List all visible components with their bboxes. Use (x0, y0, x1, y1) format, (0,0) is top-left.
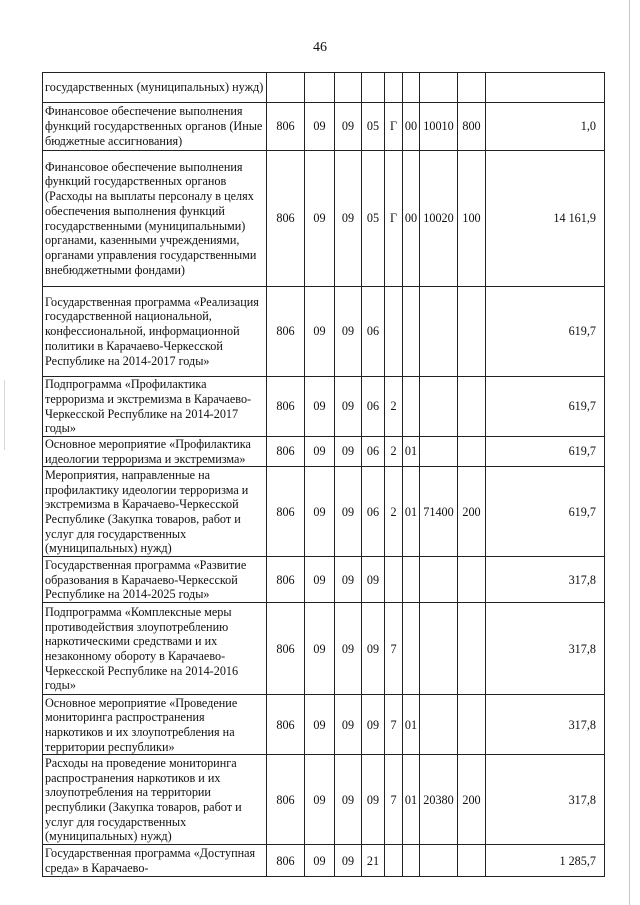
event-cell: 01 (403, 695, 420, 755)
table-row (43, 845, 605, 877)
direction-cell (420, 845, 458, 877)
event-cell: 01 (403, 755, 420, 845)
event-cell: 01 (403, 467, 420, 557)
table-row (43, 755, 605, 845)
program-cell: 05 (362, 151, 385, 287)
description-cell: Подпрограмма «Профилактика терроризма и экстремизма в Карачаево-Черкесской Республике на 2014-2017 годы» (43, 377, 267, 437)
amount-cell: 619,7 (486, 437, 605, 467)
amount-cell: 619,7 (486, 287, 605, 377)
subsection-cell: 09 (335, 437, 362, 467)
subprogram-cell: 2 (385, 467, 403, 557)
event-cell (403, 603, 420, 695)
subprogram-cell: 2 (385, 377, 403, 437)
subsection-cell: 09 (335, 845, 362, 877)
description-cell: Расходы на проведение мониторинга распространения наркотиков и их злоупотребления на территории республики (Закупка товаров, работ и услуг для государственных (муниципальных) нужд) (43, 755, 267, 845)
admin-code-cell: 806 (267, 603, 305, 695)
subprogram-cell (385, 557, 403, 603)
expense-type-cell (458, 377, 486, 437)
section-cell: 09 (305, 103, 335, 151)
section-cell: 09 (305, 755, 335, 845)
event-cell: 00 (403, 151, 420, 287)
expense-type-cell (458, 695, 486, 755)
subsection-cell: 09 (335, 755, 362, 845)
amount-cell: 14 161,9 (486, 151, 605, 287)
description-cell: Основное мероприятие «Профилактика идеологии терроризма и экстремизма» (43, 437, 267, 467)
event-cell (403, 557, 420, 603)
event-cell (403, 287, 420, 377)
amount-cell: 317,8 (486, 695, 605, 755)
subprogram-cell (385, 73, 403, 103)
subprogram-cell: Г (385, 151, 403, 287)
direction-cell (420, 73, 458, 103)
subsection-cell: 09 (335, 467, 362, 557)
direction-cell: 10010 (420, 103, 458, 151)
section-cell: 09 (305, 151, 335, 287)
program-cell: 09 (362, 755, 385, 845)
table-row (43, 287, 605, 377)
expense-type-cell: 800 (458, 103, 486, 151)
subprogram-cell: 7 (385, 695, 403, 755)
direction-cell (420, 603, 458, 695)
table-body (43, 73, 605, 877)
direction-cell (420, 287, 458, 377)
amount-cell: 1,0 (486, 103, 605, 151)
section-cell: 09 (305, 467, 335, 557)
direction-cell (420, 695, 458, 755)
admin-code-cell: 806 (267, 695, 305, 755)
admin-code-cell (267, 73, 305, 103)
section-cell: 09 (305, 437, 335, 467)
subprogram-cell: 2 (385, 437, 403, 467)
subsection-cell: 09 (335, 603, 362, 695)
expense-type-cell (458, 603, 486, 695)
event-cell: 01 (403, 437, 420, 467)
direction-cell (420, 377, 458, 437)
page-number: 46 (313, 40, 327, 55)
description-cell: Государственная программа «Доступная среда» в Карачаево- (43, 845, 267, 877)
subsection-cell: 09 (335, 695, 362, 755)
subprogram-cell (385, 287, 403, 377)
program-cell: 06 (362, 287, 385, 377)
amount-cell: 619,7 (486, 377, 605, 437)
description-cell: Подпрограмма «Комплексные меры противодействия злоупотреблению наркотическими средствами и их незаконному обороту в Карачаево-Черкесской Республике на 2014-2016 годы» (43, 603, 267, 695)
subsection-cell: 09 (335, 287, 362, 377)
section-cell: 09 (305, 695, 335, 755)
description-cell: Финансовое обеспечение выполнения функций государственных органов (Иные бюджетные ассигнования) (43, 103, 267, 151)
subsection-cell (335, 73, 362, 103)
table-row (43, 73, 605, 103)
expense-type-cell: 100 (458, 151, 486, 287)
subsection-cell: 09 (335, 557, 362, 603)
scan-edge (629, 0, 630, 905)
program-cell: 09 (362, 695, 385, 755)
direction-cell: 20380 (420, 755, 458, 845)
program-cell (362, 73, 385, 103)
amount-cell: 317,8 (486, 603, 605, 695)
description-cell: государственных (муниципальных) нужд) (43, 73, 267, 103)
event-cell (403, 845, 420, 877)
amount-cell: 317,8 (486, 755, 605, 845)
description-cell: Основное мероприятие «Проведение мониторинга распространения наркотиков и их злоупотребления на территории республики» (43, 695, 267, 755)
section-cell: 09 (305, 377, 335, 437)
table-row (43, 151, 605, 287)
program-cell: 06 (362, 467, 385, 557)
amount-cell: 317,8 (486, 557, 605, 603)
section-cell: 09 (305, 287, 335, 377)
admin-code-cell: 806 (267, 467, 305, 557)
expense-type-cell (458, 73, 486, 103)
program-cell: 06 (362, 377, 385, 437)
description-cell: Мероприятия, направленные на профилактику идеологии терроризма и экстремизма в Карачаево-Черкесской Республике (Закупка товаров, работ и услуг для государственных (муниципальных) нужд) (43, 467, 267, 557)
section-cell: 09 (305, 845, 335, 877)
direction-cell (420, 437, 458, 467)
subsection-cell: 09 (335, 103, 362, 151)
admin-code-cell: 806 (267, 287, 305, 377)
program-cell: 05 (362, 103, 385, 151)
table-row (43, 695, 605, 755)
amount-cell (486, 73, 605, 103)
expense-type-cell: 200 (458, 467, 486, 557)
event-cell (403, 73, 420, 103)
admin-code-cell: 806 (267, 557, 305, 603)
event-cell (403, 377, 420, 437)
description-cell: Государственная программа «Развитие образования в Карачаево-Черкесской Республике на 2014-2025 годы» (43, 557, 267, 603)
description-cell: Финансовое обеспечение выполнения функций государственных органов (Расходы на выплаты персоналу в целях обеспечения выполнения функций государственными (муниципальными) органами, казенными учреждениями, органами управления государственными внебюджетными фондами) (43, 151, 267, 287)
subprogram-cell (385, 845, 403, 877)
amount-cell: 619,7 (486, 467, 605, 557)
table-row (43, 377, 605, 437)
direction-cell: 71400 (420, 467, 458, 557)
table-row (43, 103, 605, 151)
direction-cell: 10020 (420, 151, 458, 287)
direction-cell (420, 557, 458, 603)
event-cell: 00 (403, 103, 420, 151)
subprogram-cell: Г (385, 103, 403, 151)
admin-code-cell: 806 (267, 845, 305, 877)
section-cell: 09 (305, 557, 335, 603)
subprogram-cell: 7 (385, 603, 403, 695)
table-row (43, 557, 605, 603)
admin-code-cell: 806 (267, 103, 305, 151)
expense-type-cell (458, 287, 486, 377)
table-row (43, 437, 605, 467)
subsection-cell: 09 (335, 151, 362, 287)
program-cell: 06 (362, 437, 385, 467)
admin-code-cell: 806 (267, 437, 305, 467)
expense-type-cell (458, 437, 486, 467)
section-cell (305, 73, 335, 103)
program-cell: 09 (362, 603, 385, 695)
scan-edge (4, 380, 5, 450)
budget-table (42, 72, 605, 877)
section-cell: 09 (305, 603, 335, 695)
subprogram-cell: 7 (385, 755, 403, 845)
table-row (43, 467, 605, 557)
expense-type-cell: 200 (458, 755, 486, 845)
admin-code-cell: 806 (267, 755, 305, 845)
subsection-cell: 09 (335, 377, 362, 437)
program-cell: 21 (362, 845, 385, 877)
amount-cell: 1 285,7 (486, 845, 605, 877)
admin-code-cell: 806 (267, 151, 305, 287)
table-row (43, 603, 605, 695)
expense-type-cell (458, 557, 486, 603)
description-cell: Государственная программа «Реализация государственной национальной, конфессиональной, информационной политики в Карачаево-Черкесской Республике на 2014-2017 годы» (43, 287, 267, 377)
program-cell: 09 (362, 557, 385, 603)
admin-code-cell: 806 (267, 377, 305, 437)
expense-type-cell (458, 845, 486, 877)
